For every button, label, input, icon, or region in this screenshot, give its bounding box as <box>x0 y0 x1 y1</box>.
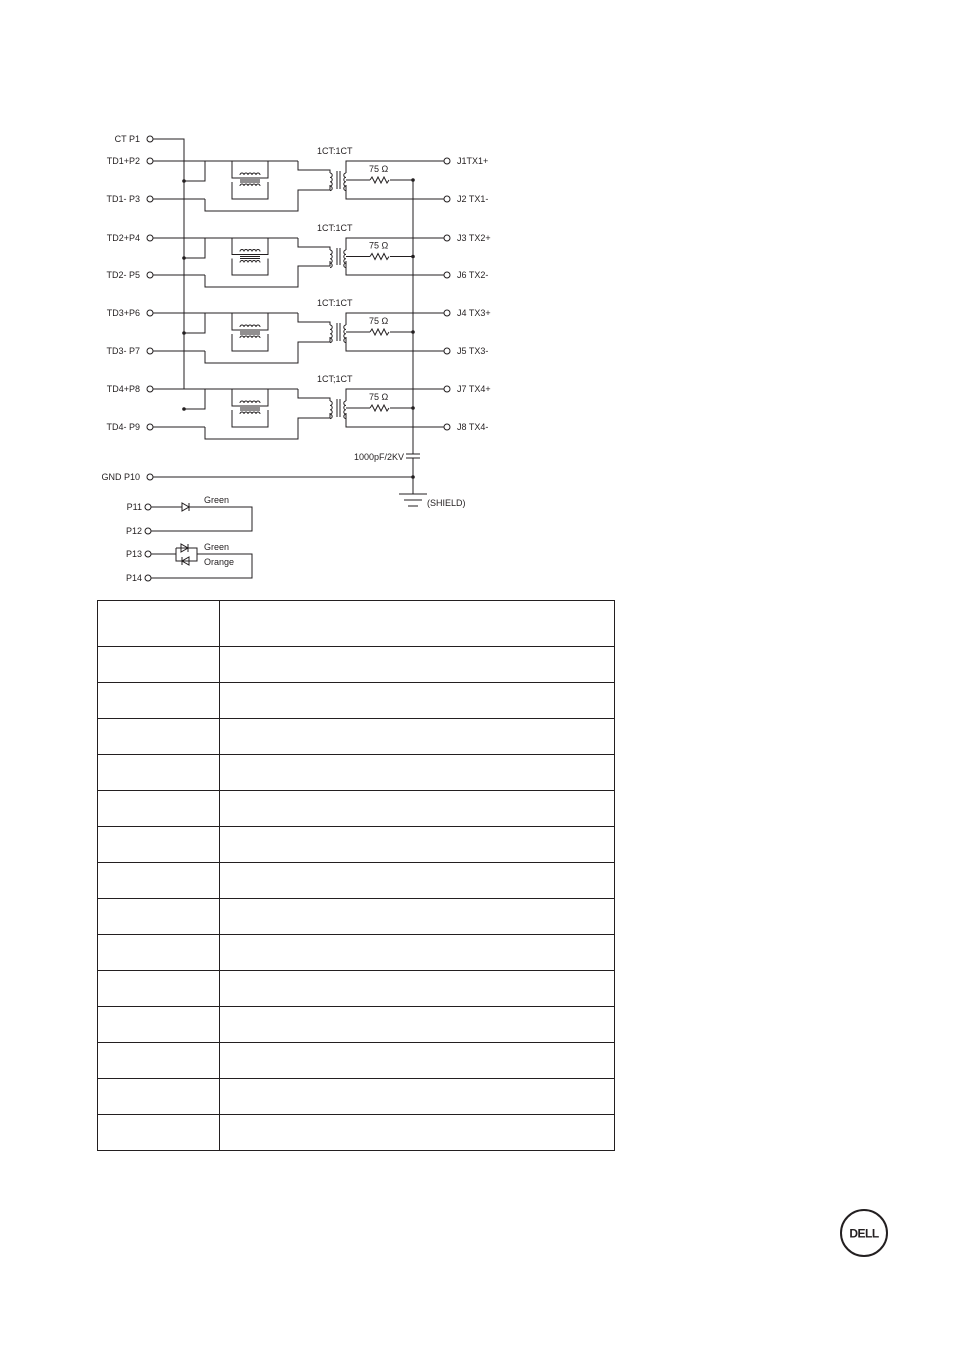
terminal-ct-p1 <box>147 136 153 142</box>
terminal-td1n-p3 <box>147 196 153 202</box>
choke-frame <box>232 410 268 427</box>
pin-label-j7: J7 TX4+ <box>457 384 491 394</box>
pin-cell <box>98 863 220 899</box>
table-row <box>98 1043 615 1079</box>
resistor-75-ohm <box>370 177 389 183</box>
description-cell <box>220 683 615 719</box>
pin-cell <box>98 935 220 971</box>
table-row <box>98 827 615 863</box>
primary-wire <box>298 313 330 325</box>
table-row <box>98 683 615 719</box>
secondary-wire <box>346 337 444 351</box>
terminal-td4p-p8 <box>147 386 153 392</box>
led-color-label: Green <box>204 542 230 552</box>
terminal-j7 <box>444 386 450 392</box>
pin-label-td3n-p7: TD3- P7 <box>106 346 140 356</box>
ct-wire <box>184 313 205 333</box>
ct-wire <box>184 238 205 258</box>
pin-cell <box>98 1043 220 1079</box>
pin-label-td2n-p5: TD2- P5 <box>106 270 140 280</box>
description-cell <box>220 647 615 683</box>
description-cell <box>220 863 615 899</box>
pin-cell <box>98 647 220 683</box>
resistor-label: 75 Ω <box>369 240 389 251</box>
description-cell <box>220 1115 615 1151</box>
resistor-label: 75 Ω <box>369 164 389 174</box>
secondary-wire <box>346 261 444 275</box>
pin-cell <box>98 683 220 719</box>
table-row <box>98 1007 615 1043</box>
transformer-label: 1CT;1CT <box>317 374 353 384</box>
pin-cell <box>98 971 220 1007</box>
description-cell <box>220 827 615 863</box>
pin-cell <box>98 1079 220 1115</box>
table-row <box>98 935 615 971</box>
description-cell <box>220 971 615 1007</box>
transformer-label: 1CT:1CT <box>317 223 353 233</box>
terminal-td2p-p4 <box>147 235 153 241</box>
description-cell <box>220 935 615 971</box>
dell-logo-text: DELL <box>849 1226 879 1241</box>
terminal-td3n-p7 <box>147 348 153 354</box>
choke-frame <box>232 238 268 255</box>
terminal-j6 <box>444 272 450 278</box>
primary-wire <box>298 389 330 401</box>
pin-label-ct-p1: CT P1 <box>114 134 140 144</box>
secondary-wire <box>346 413 444 427</box>
pin-label-j3: J3 TX2+ <box>457 233 491 243</box>
pin-cell <box>98 791 220 827</box>
table-row <box>98 1115 615 1151</box>
terminal-j8 <box>444 424 450 430</box>
transformer-label: 1CT:1CT <box>317 298 353 308</box>
primary-wire <box>298 238 330 250</box>
description-cell <box>220 1043 615 1079</box>
pin-label-p12: P12 <box>125 526 142 536</box>
table-row <box>98 971 615 1007</box>
resistor-label: 75 Ω <box>369 392 389 402</box>
pin-label-j2: J2 TX1- <box>457 194 489 204</box>
pin-assignment-table <box>97 600 615 1151</box>
pin-cell <box>98 719 220 755</box>
pin-cell <box>98 1007 220 1043</box>
terminal-j4 <box>444 310 450 316</box>
choke-frame <box>232 182 268 199</box>
pin-label-j4: J4 TX3+ <box>457 308 491 318</box>
choke-frame <box>232 334 268 351</box>
bicolor-led-frame <box>176 548 197 561</box>
dell-logo <box>839 1208 889 1258</box>
choke-coil-bottom <box>240 336 260 338</box>
table-row <box>98 755 615 791</box>
secondary-wire <box>346 185 444 199</box>
choke-coil-bottom <box>240 261 260 263</box>
description-cell <box>220 791 615 827</box>
ct-wire <box>184 389 205 409</box>
choke-frame <box>232 313 268 330</box>
secondary-wire <box>346 389 444 401</box>
pin-label-td4p-p8: TD4+P8 <box>106 384 140 394</box>
terminal-p11 <box>145 504 151 510</box>
capacitor-label: 1000pF/2KV <box>353 452 404 462</box>
secondary-wire <box>346 161 444 173</box>
junction-dot <box>411 475 415 479</box>
pin-label-p14: P14 <box>125 573 142 583</box>
secondary-wire <box>346 238 444 250</box>
description-cell <box>220 1007 615 1043</box>
description-cell <box>220 601 615 647</box>
choke-coil-top <box>240 173 260 175</box>
terminal-j1 <box>444 158 450 164</box>
pin-cell <box>98 755 220 791</box>
table-row <box>98 601 615 647</box>
resistor-75-ohm <box>370 405 389 411</box>
pin-label-p11: P11 <box>126 502 142 512</box>
terminal-j5 <box>444 348 450 354</box>
pin-cell <box>98 1115 220 1151</box>
pin-label-j5: J5 TX3- <box>457 346 489 356</box>
terminal-p12 <box>145 528 151 534</box>
pin-cell <box>98 827 220 863</box>
choke-coil-top <box>240 325 260 327</box>
terminal-j3 <box>444 235 450 241</box>
terminal-td4n-p9 <box>147 424 153 430</box>
pin-label-gnd-p10: GND P10 <box>101 472 140 482</box>
choke-coil-top <box>240 250 260 252</box>
table-row <box>98 1079 615 1115</box>
resistor-label: 75 Ω <box>369 316 389 326</box>
pin-label-td1p-p2: TD1+P2 <box>106 156 140 166</box>
resistor-75-ohm <box>370 254 389 260</box>
led-color-label: Green <box>204 495 230 505</box>
led-color-label: Orange <box>204 557 235 567</box>
description-cell <box>220 755 615 791</box>
terminal-td2n-p5 <box>147 272 153 278</box>
description-cell <box>220 719 615 755</box>
description-cell <box>220 899 615 935</box>
pin-cell <box>98 601 220 647</box>
resistor-75-ohm <box>370 329 389 335</box>
terminal-p13 <box>145 551 151 557</box>
terminal-td1p-p2 <box>147 158 153 164</box>
pin-label-td2p-p4: TD2+P4 <box>106 233 140 243</box>
ct-wire <box>184 161 205 181</box>
pin-label-td4n-p9: TD4- P9 <box>106 422 140 432</box>
pin-label-j8: J8 TX4- <box>457 422 489 432</box>
terminal-p14 <box>145 575 151 581</box>
terminal-j2 <box>444 196 450 202</box>
led-wire <box>151 554 252 578</box>
pin-label-p13: P13 <box>125 549 142 559</box>
choke-coil-bottom <box>240 412 260 414</box>
choke-frame <box>232 161 268 178</box>
pin-label-td3p-p6: TD3+P6 <box>106 308 140 318</box>
pin-label-j6: J6 TX2- <box>457 270 489 280</box>
pin-label-j1: J1TX1+ <box>457 156 489 166</box>
table-row <box>98 863 615 899</box>
rj45-magnetics-schematic <box>0 0 954 590</box>
choke-frame <box>232 389 268 406</box>
primary-wire <box>298 161 330 173</box>
pin-label-td1n-p3: TD1- P3 <box>106 194 140 204</box>
description-cell <box>220 1079 615 1115</box>
choke-coil-bottom <box>240 184 260 186</box>
table-row <box>98 791 615 827</box>
table-row <box>98 899 615 935</box>
table-row <box>98 719 615 755</box>
transformer-label: 1CT:1CT <box>317 146 353 156</box>
pin-cell <box>98 899 220 935</box>
secondary-wire <box>346 313 444 325</box>
led-wire <box>151 507 252 531</box>
table-row <box>98 647 615 683</box>
terminal-td3p-p6 <box>147 310 153 316</box>
choke-coil-top <box>240 401 260 403</box>
terminal-gnd-p10 <box>147 474 153 480</box>
diode-icon <box>182 503 189 511</box>
shield-label: (SHIELD) <box>427 498 466 508</box>
